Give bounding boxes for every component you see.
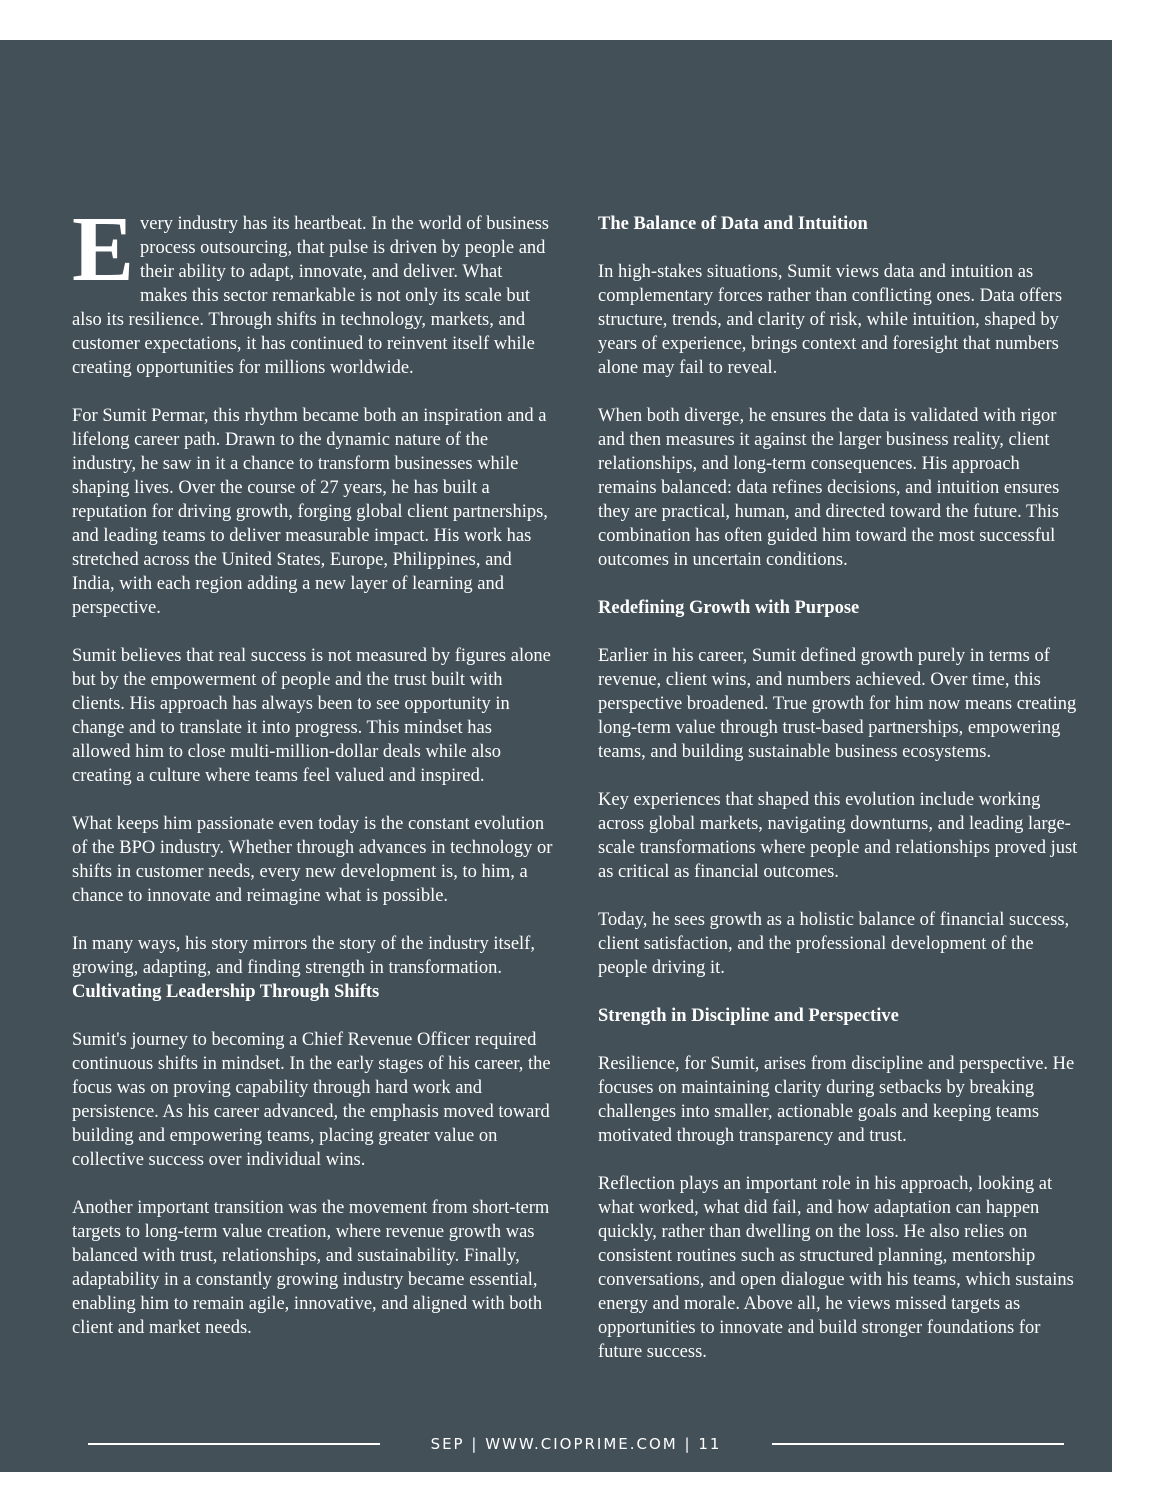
intro-paragraph — [72, 198, 554, 380]
section-heading: Strength in Discipline and Perspective — [598, 1006, 899, 1026]
footer-text: SEP | WWW.CIOPRIME.COM | 11 — [430, 1435, 722, 1453]
paragraph: Today, he sees growth as a holistic balance of financial success, client satisfaction, and the professional development of the people driving it. — [598, 910, 1070, 978]
right-column — [598, 212, 1082, 1388]
section-heading: Redefining Growth with Purpose — [598, 598, 860, 618]
left-column — [72, 198, 554, 1364]
footer-rule-right — [772, 1443, 1064, 1445]
paragraph: Earlier in his career, Sumit defined growth purely in terms of revenue, client wins, and numbers achieved. Over time, this perspective broadened. True growth for him now means creating long-term value through trust-based partnerships, empowering teams, and building sustainable business ecosystems. — [598, 646, 1077, 762]
paragraph: Sumit's journey to becoming a Chief Revenue Officer required continuous shifts in mindset. In the early stages of his career, the focus was on proving capability through hard work and persistence. As his career advanced, the emphasis moved toward building and empowering teams, placing greater value on collective success over individual wins. — [72, 1030, 551, 1170]
paragraph: Key experiences that shaped this evolution include working across global markets, navigating downturns, and leading large-scale transformations where people and relationships proved just as critical as financial outcomes. — [598, 790, 1078, 882]
paragraph: In high-stakes situations, Sumit views data and intuition as complementary forces rather than conflicting ones. Data offers structure, trends, and clarity of risk, while intuition, shaped by years of experience, brings context and foresight that numbers alone may fail to reveal. — [598, 262, 1063, 378]
article-panel — [0, 40, 1112, 1472]
paragraph: Sumit believes that real success is not measured by figures alone but by the empowerment of people and the trust built with clients. His approach has always been to see opportunity in change and to translate it into progress. This mindset has allowed him to close multi-million-dollar deals while also creating a culture where teams feel valued and inspired. — [72, 646, 551, 786]
paragraph: Resilience, for Sumit, arises from discipline and perspective. He focuses on maintaining clarity during setbacks by breaking challenges into smaller, actionable goals and keeping teams motivated through transparency and trust. — [598, 1054, 1075, 1146]
paragraph: What keeps him passionate even today is the constant evolution of the BPO industry. Whether through advances in technology or shifts in customer needs, every new development is, to him, a chance to innovate and reimagine what is possible. — [72, 814, 553, 906]
intro-text: very industry has its heartbeat. In the world of business process outsourcing, that pulse is driven by people and their ability to adapt, innovate, and deliver. What makes this sector remarkable is not only its scale but also its resilience. Through shifts in technology, markets, and customer expectations, it has continued to reinvent itself while creating opportunities for millions worldwide. — [72, 214, 550, 378]
paragraph: For Sumit Permar, this rhythm became both an inspiration and a lifelong career path. Drawn to the dynamic nature of the industry, he saw in it a chance to transform businesses while shaping lives. Over the course of 27 years, he has built a reputation for driving growth, forging global client partnerships, and leading teams to deliver measurable impact. His work has stretched across the United States, Europe, Philippines, and India, with each region adding a new layer of learning and perspective. — [72, 406, 548, 618]
section-heading: The Balance of Data and Intuition — [598, 214, 868, 234]
paragraph: When both diverge, he ensures the data is validated with rigor and then measures it against the larger business reality, client relationships, and long-term consequences. His approach remains balanced: data refines decisions, and intuition ensures they are practical, human, and directed toward the future. This combination has often guided him toward the most successful outcomes in uncertain conditions. — [598, 406, 1060, 570]
footer-rule-left — [88, 1443, 380, 1445]
paragraph: Another important transition was the movement from short-term targets to long-term value creation, where revenue growth was balanced with trust, relationships, and sustainability. Finally, adaptability in a constantly growing industry became essential, enabling him to remain agile, innovative, and aligned with both client and market needs. — [72, 1198, 550, 1338]
page-footer — [88, 1432, 1064, 1456]
paragraph: In many ways, his story mirrors the story of the industry itself, growing, adapting, and finding strength in transformation. — [72, 934, 535, 978]
drop-cap: E — [72, 198, 135, 301]
section-heading: Cultivating Leadership Through Shifts — [72, 982, 380, 1002]
paragraph: Reflection plays an important role in his approach, looking at what worked, what did fail, and how adaptation can happen quickly, rather than dwelling on the loss. He also relies on consistent routines such as structured planning, mentorship conversations, and open dialogue with his teams, which sustains energy and morale. Above all, he views missed targets as opportunities to innovate and build stronger foundations for future success. — [598, 1174, 1074, 1362]
